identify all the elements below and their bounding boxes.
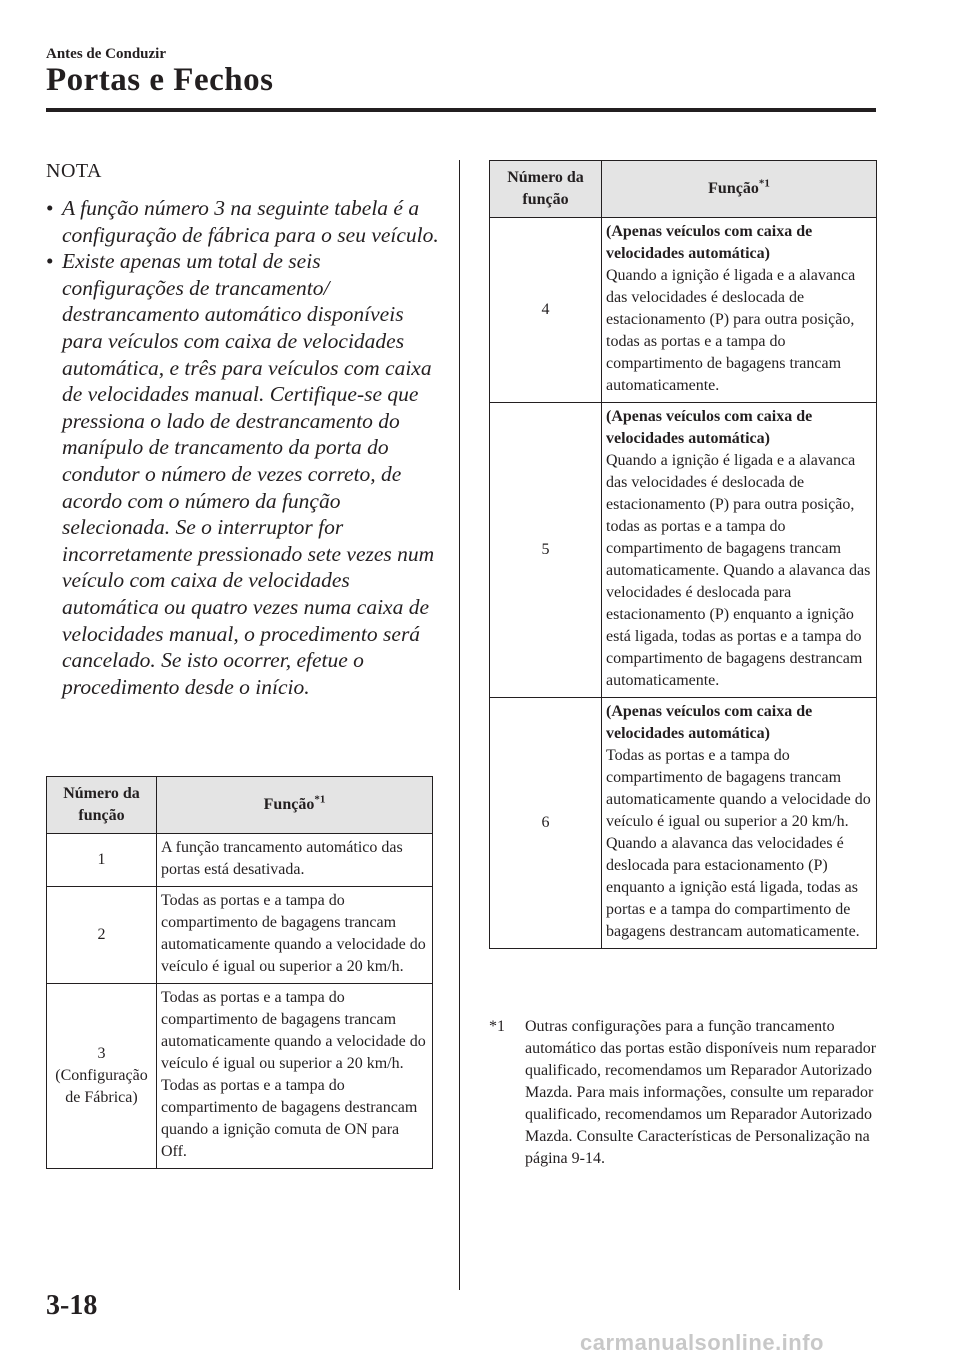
table-row [47, 834, 433, 887]
function-cell [602, 218, 877, 403]
table-row [47, 887, 433, 984]
bullet-icon: • [46, 249, 54, 274]
note-item [46, 195, 446, 248]
function-text: Todas as portas e a tampa do compartimento de bagagens trancam automaticamente quando a velocidade do veículo é igual ou superior a 20 km/h. [157, 887, 433, 984]
function-cell [602, 403, 877, 698]
footnote-text: Outras configurações para a função trancamento automático das portas estão disponíveis num reparador qualificado, recomendamos um Reparador Autorizado Mazda. Para mais informações, consulte um reparador qualificado, recomendamos um Reparador Autorizado Mazda. Consulte Características de Personalização na página 9-14. [525, 1018, 877, 1167]
table-row [490, 698, 877, 949]
watermark: carmanualsonline.info [580, 1330, 824, 1355]
function-number: 4 [490, 218, 602, 403]
header-rule [46, 108, 876, 112]
note-list [46, 195, 446, 700]
function-table-right [489, 160, 877, 949]
bullet-icon: • [46, 196, 54, 220]
footnote-ref: *1 [314, 793, 326, 806]
table-header-row [490, 161, 877, 218]
function-number: 3 (Configuração de Fábrica) [47, 984, 157, 1169]
header-function: Função$^{*1}$ [602, 161, 877, 218]
note-item-text: Existe apenas um total de seis configurações de trancamento/ destrancamento automático disponíveis para veículos com caixa de velocidades automática, e três para veículos com caixa de velocidades manual. Certifique-se que pressiona o lado de destrancamento do manípulo de trancamento da porta do condutor o número de vezes correto, de acordo com o número da função selecionada. Se o interruptor for incorretamente pressionado sete vezes num veículo com caixa de velocidades automática ou quatro vezes numa caixa de velocidades manual, o procedimento será cancelado. Se isto ocorrer, efetue o procedimento desde o início. [62, 249, 435, 699]
function-number: 6 [490, 698, 602, 949]
table-header-row [47, 777, 433, 834]
function-condition: (Apenas veículos com caixa de velocidades automática) [606, 408, 813, 447]
function-condition: (Apenas veículos com caixa de velocidades automática) [606, 703, 813, 742]
page-title: Portas e Fechos [46, 62, 274, 98]
function-cell [602, 698, 877, 949]
function-text: Todas as portas e a tampa do compartimento de bagagens trancam automaticamente quando a velocidade do veículo é igual ou superior a 20 km/h. Todas as portas e a tampa do compartimento de bagagens destrancam quando a ignição comuta de ON para Off. [157, 984, 433, 1169]
function-number: 1 [47, 834, 157, 887]
function-table-left [46, 776, 433, 1169]
note-box [46, 160, 446, 700]
function-text: Quando a ignição é ligada e a alavanca das velocidades é deslocada de estacionamento (P) para outra posição, todas as portas e a tampa do compartimento de bagagens trancam automaticamente. [606, 267, 856, 394]
footnote-ref: *1 [758, 177, 770, 190]
function-condition: (Apenas veículos com caixa de velocidades automática) [606, 223, 813, 262]
header-function: Função$^{*1}$ [157, 777, 433, 834]
function-number: 5 [490, 403, 602, 698]
section-label: Antes de Conduzir [46, 46, 167, 62]
function-text: Todas as portas e a tampa do compartimento de bagagens trancam automaticamente quando a velocidade do veículo é igual ou superior a 20 km/h. Quando a alavanca das velocidades é deslocada para estacionamento (P) enquanto a ignição está ligada, todas as portas e a tampa do compartimento de bagagens destrancam automaticamente. [606, 747, 871, 940]
footnote-mark: *1 [489, 1018, 505, 1035]
column-divider [459, 160, 460, 1290]
table-row [490, 403, 877, 698]
table-row [47, 984, 433, 1169]
function-text: Quando a ignição é ligada e a alavanca das velocidades é deslocada de estacionamento (P) para outra posição, todas as portas e a tampa do compartimento de bagagens trancam automaticamente. Quando a alavanca das velocidades é deslocada para estacionamento (P) enquanto a ignição está ligada, todas as portas e a tampa do compartimento de bagagens destrancam automaticamente. [606, 452, 871, 689]
header-number: Número da função [47, 777, 157, 834]
table-row [490, 218, 877, 403]
note-item-text: A função número 3 na seguinte tabela é a configuração de fábrica para o seu veículo. [62, 196, 439, 247]
footnote [489, 1016, 879, 1170]
header-number: Número da função [490, 161, 602, 218]
function-text: A função trancamento automático das portas está desativada. [157, 834, 433, 887]
function-number: 2 [47, 887, 157, 984]
page-number: 3-18 [46, 1290, 98, 1321]
note-title: NOTA [46, 160, 102, 182]
note-item [46, 248, 446, 700]
